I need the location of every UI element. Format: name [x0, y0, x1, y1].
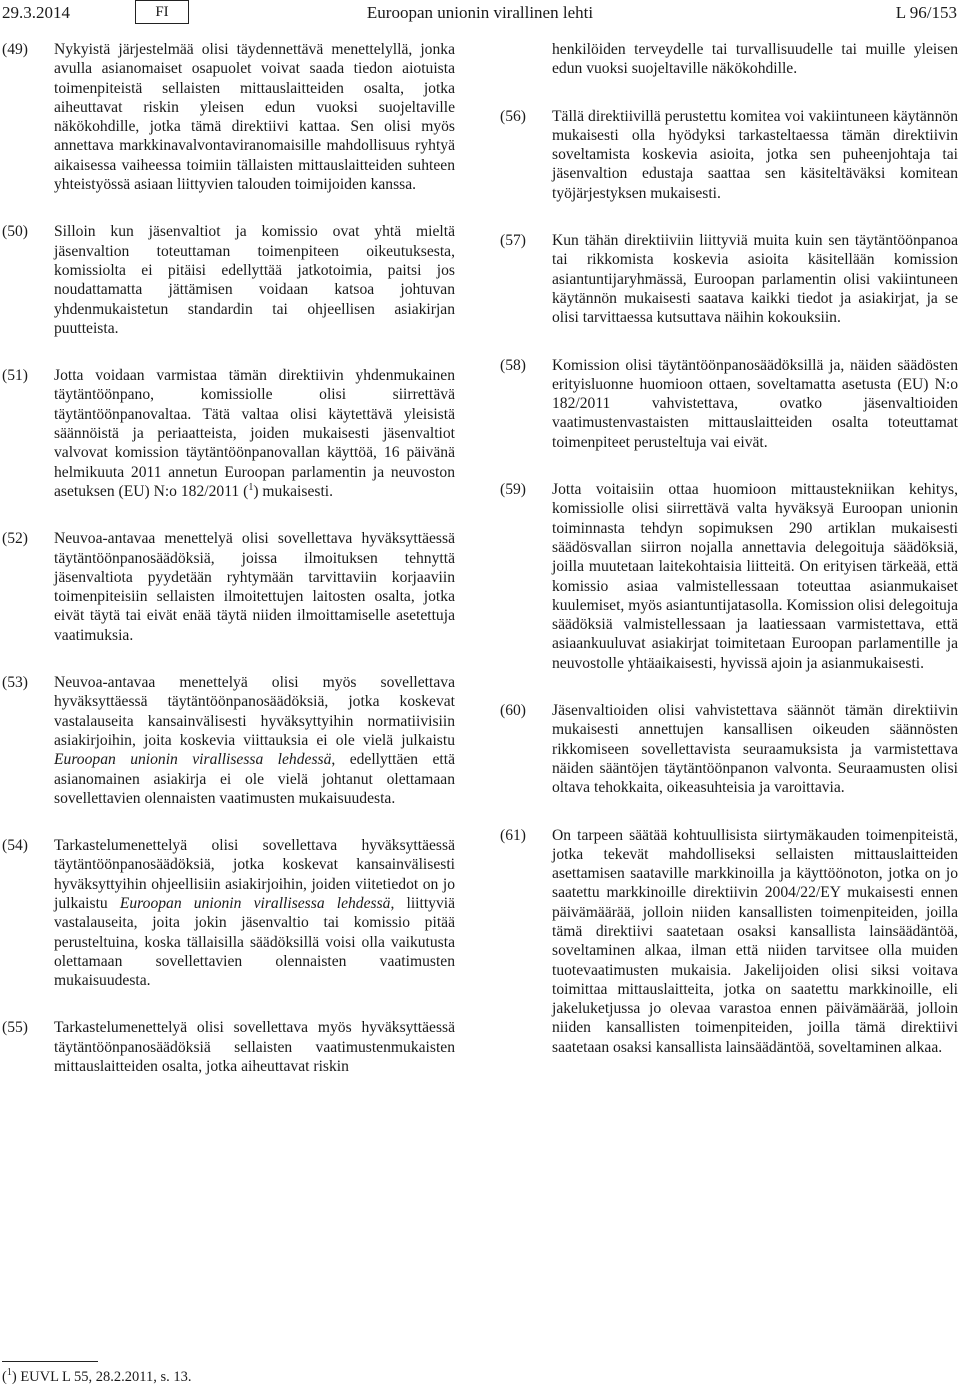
recital-number: (51)	[2, 367, 28, 385]
footnote: ($^1$) EUVL L 55, 28.2.2011, s. 13.	[2, 1367, 192, 1385]
language-badge: FI	[135, 0, 189, 24]
recital-51	[2, 366, 455, 501]
page-reference: L 96/153	[895, 3, 957, 22]
footnote-text: EUVL L 55, 28.2.2011, s. 13.	[20, 1369, 192, 1385]
recital-text: Nykyistä järjestelmää olisi täydennettävä menettelyllä, jonka avulla asianomaiset osapuolet voivat saada tiedon aiotuista toimenpiteistä sellaisten mittauslaitteiden osalta, jotka aiheuttavat riskin yleisen edun vuoksi suojeltaville näkökohdille, jotka tämä direktiivi kattaa. Sen olisi myös annettava markkinavalvontaviranomaisille mahdollisuus ryhtyä aikaisessa vaiheessa toimiin tällaisten mittauslaitteiden suhteen yhteistyössä asiaan liittyvien talouden toimijoiden kanssa.	[54, 41, 455, 194]
recital-number: (49)	[2, 41, 28, 58]
recital-text: On tarpeen säätää kohtuullisista siirtymäkauden toimenpiteistä, jotka tekevät mahdolliseksi sellaisten mittauslaitteiden asettamisen saataville markkinoilla ja käyttöönoton, jotka on jo saatettu markkinoille direktiivin 2004/22/EY mukaisesti ennen päivämäärää, jolloin niiden kansallisten toimenpiteiden, joilla tämä direktiivi saatetaan osaksi kansallista lainsäädäntöä, soveltaminen alkaa, ilman että niiden tarvitsee olla muiden tuotevaatimusten mukaisia. Jakelijoiden olisi siksi voitava toimittaa mittauslaitteita, jotka on saatettu markkinoille, eli jakeluketjussa jo olevaa varastoa ennen päivämäärää, jolloin niiden kansallisten toimenpiteiden, joilla tämä direktiivi saatetaan osaksi kansallista lainsäädäntöä, soveltaminen alkaa.	[552, 826, 958, 1056]
recital-57	[500, 231, 958, 327]
recital-61	[500, 826, 958, 1058]
recital-number: (55)	[2, 1019, 28, 1037]
recital-number: (57)	[500, 232, 526, 250]
journal-title: Euroopan unionin virallinen lehti	[366, 3, 594, 22]
recital-60	[500, 701, 958, 797]
journal-title-italic: Euroopan unionin virallisessa lehdessä	[119, 894, 391, 912]
recital-53	[2, 673, 455, 808]
recital-text: Kun tähän direktiiviin liittyviä muita kuin sen täytäntöönpanoa tai rikkomista koskevia asioita käsitellään komission asiantuntijaryhmässä, Euroopan parlamentin olisi vakiintuneen käytännön mukaisesti saatava kaikki tiedot ja asiakirjat, ja se olisi tarvittaessa kutsuttava näihin kokouksiin.	[552, 232, 958, 327]
footnote-ref[interactable]: 1	[248, 481, 254, 493]
recital-text: Komission olisi täytäntöönpanosäädöksillä ja, näiden säädösten erityisluonne huomioon ottaen, soveltamatta asetusta (EU) N:o 182/2011 vahvistettava, ovatko jäsenvaltioiden vaatimustenvastaisten mittauslaitteiden osalta toteuttamat toimenpiteet perusteltuja vai eivät.	[552, 356, 958, 451]
recital-text: Neuvoa-antavaa menettelyä olisi sovellettava hyväksyttäessä täytäntöönpanosäädöksiä, joissa ilmoituksen tehnyttä jäsenvaltiota pyydetään ryhtymään tarvittaviin korjaaviin toimenpiteisiin sellaisten ilmoitettujen laitosten osalta, jotka eivät täytä tai eivät enää täytä niiden ilmoittamiselle asetettuja vaatimuksia.	[54, 530, 455, 644]
recital-text: Silloin kun jäsenvaltiot ja komissio ovat yhtä mieltä jäsenvaltion toteuttaman toimenpiteen oikeutuksesta, komissiolta ei pitäisi edellyttää jatkotoimia, paitsi jos noudattamatta jättämisen voidaan katsoa johtuvan yhdenmukaistetun standardin tai ohjeellisen asiakirjan puutteista.	[54, 223, 455, 337]
recital-text: Jotta voidaan varmistaa tämän direktiivin yhdenmukainen täytäntöönpano, komissiolle olisi siirrettävä täytäntöönpanovaltaa. Tätä valtaa olisi käytettävä yleisistä säännöistä ja periaatteista, joiden mukaisesti jäsenvaltiot valvovat komission täytäntöönpanovallan käyttöä, 16 päivänä helmikuuta 2011 annetun Euroopan parlamentin ja neuvoston asetuksen (EU) N:o 182/2011 ($^1$) mukaisesti.	[54, 367, 455, 500]
recital-54	[2, 836, 455, 990]
recital-52	[2, 529, 455, 645]
recital-number: (50)	[2, 223, 28, 241]
recital-number: (53)	[2, 674, 28, 692]
recital-number: (58)	[500, 356, 526, 374]
footnote-marker: 1	[6, 1367, 12, 1379]
footnote-divider	[2, 1361, 98, 1362]
recital-number: (61)	[500, 826, 526, 844]
journal-title-italic: Euroopan unionin virallisessa lehdessä	[54, 751, 332, 769]
recital-49	[2, 40, 455, 194]
recital-number: (56)	[500, 107, 526, 125]
recital-text: Jotta voitaisiin ottaa huomioon mittaustekniikan kehitys, komissiolle olisi siirrettävä valta hyväksyä Euroopan unionin toiminnasta tehdyn sopimuksen 290 artiklan mukaisesti säädösvallan siirron nojalla annettavia delegoituja säädöksiä, joilla muutetaan laitekohtaisia liitteitä. On erityisen tärkeää, että komissio asiaa valmistellessaan toteuttaa asianmukaiset kuulemiset, myös asiantuntijatasolla. Komission olisi delegoituja säädöksiä valmistellessaan ja laatiessaan varmistettava, että asiaankuuluvat asiakirjat toimitetaan Euroopan parlamentille ja neuvostolle yhtäaikaisesti, hyvissä ajoin ja asianmukaisesti.	[552, 481, 958, 672]
recital-59	[500, 480, 958, 673]
recital-56	[500, 107, 958, 203]
recital-58	[500, 356, 958, 452]
publication-date: 29.3.2014	[2, 3, 70, 22]
recital-text: Tarkastelumenettelyä olisi sovellettava myös hyväksyttäessä täytäntöönpanosäädöksiä sellaisten vaatimustenmukaisten mittauslaitteiden osalta, jotka aiheuttavat riskin	[54, 1019, 455, 1076]
page-header	[0, 0, 960, 26]
recital-text: Tällä direktiivillä perustettu komitea voi vakiintuneen käytännön mukaisesti olla hyödyksi tarkasteltaessa tämän direktiivin soveltamista koskevia asioita, jotka sen puheenjohtaja tai jäsenvaltion edustaja saattaa sen käsiteltäväksi komitean työjärjestyksen mukaisesti.	[552, 107, 958, 202]
recital-text: henkilöiden terveydelle tai turvallisuudelle tai muille yleisen edun vuoksi suojeltaville näkökohdille.	[552, 41, 958, 78]
recital-text: Neuvoa-antavaa menettelyä olisi myös sovellettava hyväksyttäessä täytäntöönpanosäädöksiä, jotka koskevat vastalauseita kansainvälisesti hyväksyttyihin normatiivisiin asiakirjoihin, joita koskevia viittauksia ei ole vielä julkaistu Euroopan unionin virallisessa lehdessä, edellyttäen että asianomainen asiakirja ei ole vielä johtanut olettamaan sovellettavien olennaisten vaatimusten mukaisuudesta.	[54, 674, 455, 807]
recital-55-continued	[500, 40, 958, 79]
recital-55	[2, 1018, 455, 1076]
recital-number: (52)	[2, 530, 28, 548]
recital-number: (60)	[500, 702, 526, 720]
right-column	[500, 40, 958, 1057]
recital-50	[2, 222, 455, 338]
recital-text: Jäsenvaltioiden olisi vahvistettava säännöt tämän direktiivin mukaisesti annettujen kansallisen oikeuden säännösten rikkomiseen sovellettavista seuraamuksista ja varmistettava näiden sääntöjen täytäntöönpanon valvonta. Seuraamusten olisi oltava tehokkaita, oikeasuhteisia ja varoittavia.	[552, 702, 958, 797]
recital-number: (54)	[2, 837, 28, 855]
left-column	[2, 40, 455, 1076]
recital-number: (59)	[500, 481, 526, 499]
recital-text: Tarkastelumenettelyä olisi sovellettava hyväksyttäessä täytäntöönpanosäädöksiä, jotka koskevat kansainvälisesti hyväksyttyihin ohjeellisiin asiakirjoihin, joiden viitetiedot on jo julkaistu Euroopan unionin virallisessa lehdessä, liittyviä vastalauseita, joita jokin jäsenvaltio tai komissio pitää perusteltuina, koska tällaisilla säädöksillä voisi olla vaikutusta olettamaan sovellettavien olennaisten vaatimusten mukaisuudesta.	[54, 837, 456, 990]
